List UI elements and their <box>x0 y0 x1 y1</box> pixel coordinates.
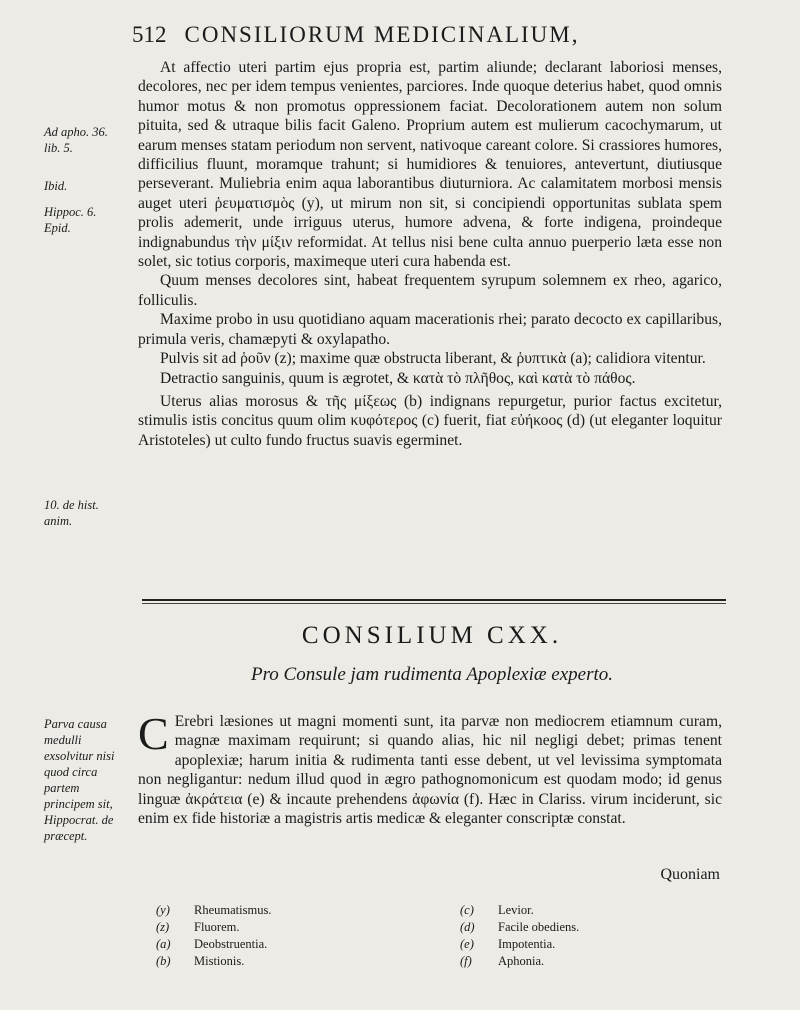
footnote <box>156 936 271 953</box>
running-title: CONSILIORUM MEDICINALIUM, <box>184 22 580 47</box>
footnote-text: Facile obediens. <box>498 920 580 934</box>
margin-note-parva-causa: Parva causa medulli exsolvitur nisi quod circa partem principem sit, Hippocrat. de præcept. <box>44 717 115 843</box>
footnotes-right <box>460 902 579 970</box>
margin-note-ibid: Ibid. <box>44 179 68 193</box>
footnote-mark: (e) <box>460 937 474 951</box>
footnotes-left <box>156 902 271 970</box>
footnote-mark: (f) <box>460 954 472 968</box>
consilium-subheading: Pro Consule jam rudimenta Apoplexiæ experto. <box>250 664 613 685</box>
footnote <box>460 936 579 953</box>
footnote-text: Impotentia. <box>498 937 556 951</box>
consilium-heading: CONSILIUM CXX. <box>301 622 563 649</box>
drop-cap: C <box>138 708 169 759</box>
paragraph: At affectio uteri partim ejus propria est, partim aliunde; declarant laboriosi menses, decolores, nec per idem tempus venientes, parciores. Inde quoque deterius habet, quod omnis humor motus & non promotus oppressionem faciat. Decolorationem autem non solum pituita, sed & utraque bilis facit Galeno. Proprium autem est mulierum cacochymarum, ut earum menses statam periodum non servent, nativoque careant colore. Si crassiores humores, difficilius fluunt, moramque trahunt; si humidiores & tenuiores, antevertunt, diutiusque perseverant. Muliebria enim aqua laborantibus diuturniora. Ac calamitatem morbosi mensis auget uteri ῥευματισμὸς (y), ut mirum non sit, si concipiendi opportunitas sublata spem prolis ademerit, unde irriguus uterus, humore advena, & forte indigena, proindeque indignabundus τὴν μίξιν reformidat. At tellus nisi bene culta annuo puerperio læta esse non solet, sic totius corporis, maximeque uteri cura habenda est. <box>138 59 722 271</box>
footnote <box>460 953 579 970</box>
footnote-text: Deobstruentia. <box>194 937 268 951</box>
footnote-text: Mistionis. <box>194 954 245 968</box>
footnote <box>460 919 579 936</box>
footnote-mark: (y) <box>156 903 170 917</box>
footnote <box>156 953 271 970</box>
paragraph: Detractio sanguinis, quum is ægrotet, & κατὰ τὸ πλῆθος, καὶ κατὰ τὸ πάθος. <box>160 369 636 387</box>
footnote <box>156 902 271 919</box>
section-divider-thin <box>142 603 726 604</box>
running-head <box>132 22 692 48</box>
paragraph: Maxime probo in usu quotidiano aquam macerationis rhei; parato decocto ex capillaribus, primula veris, chamæpyti & oxylapatho. <box>138 311 722 348</box>
consilium-text <box>138 708 722 828</box>
catchword: Quoniam <box>660 866 720 883</box>
footnote-text: Levior. <box>498 903 534 917</box>
main-text-upper <box>138 58 722 450</box>
page-number: 512 <box>132 22 167 47</box>
footnote-mark: (z) <box>156 920 170 934</box>
paragraph: Pulvis sit ad ῥοῦν (z); maxime quæ obstructa liberant, & ῥυπτικὰ (a); calidiora vitentur. <box>160 350 706 368</box>
footnote-text: Aphonia. <box>498 954 545 968</box>
footnote-mark: (b) <box>156 954 171 968</box>
consilium-paragraph: Erebri læsiones ut magni momenti sunt, ita parvæ non mediocrem etiamnum curam, magnæ maximam requirunt; si quando alias, hic nil negligi debet; primas tenent apoplexiæ; harum initia & rudimenta tanti esse debent, ut vel levissima symptomata non negligantur: nedum illud quod in ægro pathognomonicum est quodam modo; id genus linguæ ἀκράτεια (e) & incaute prehendens ἀφωνία (f). Hæc in Clariss. virum inciderunt, sic enim ex fide historiæ a magistris artis medicæ & eleganter conscriptæ constat. <box>138 713 722 828</box>
margin-note-hist-anim: 10. de hist. anim. <box>44 498 99 528</box>
paragraph: Uterus alias morosus & τῆς μίξεως (b) indignans repurgetur, purior factus excitetur, stimulis istis concitus quum olim κυφότερος (c) fuerit, fiat εὐήκοος (d) (ut eleganter loquitur Aristoteles) ut culto fundo fructus suavis egerminet. <box>138 392 722 449</box>
footnote-text: Rheumatismus. <box>194 903 272 917</box>
footnote <box>156 919 271 936</box>
footnote-mark: (a) <box>156 937 171 951</box>
footnote-mark: (d) <box>460 920 475 934</box>
paragraph: Quum menses decolores sint, habeat frequentem syrupum solemnem ex rheo, agarico, folliculis. <box>138 272 722 309</box>
margin-note-aphorism: Ad apho. 36. lib. 5. <box>44 125 108 155</box>
footnote-mark: (c) <box>460 903 474 917</box>
margin-note-hippocrates-epid: Hippoc. 6. Epid. <box>44 205 97 235</box>
footnote-text: Fluorem. <box>194 920 240 934</box>
footnote <box>460 902 579 919</box>
section-divider <box>142 599 726 601</box>
